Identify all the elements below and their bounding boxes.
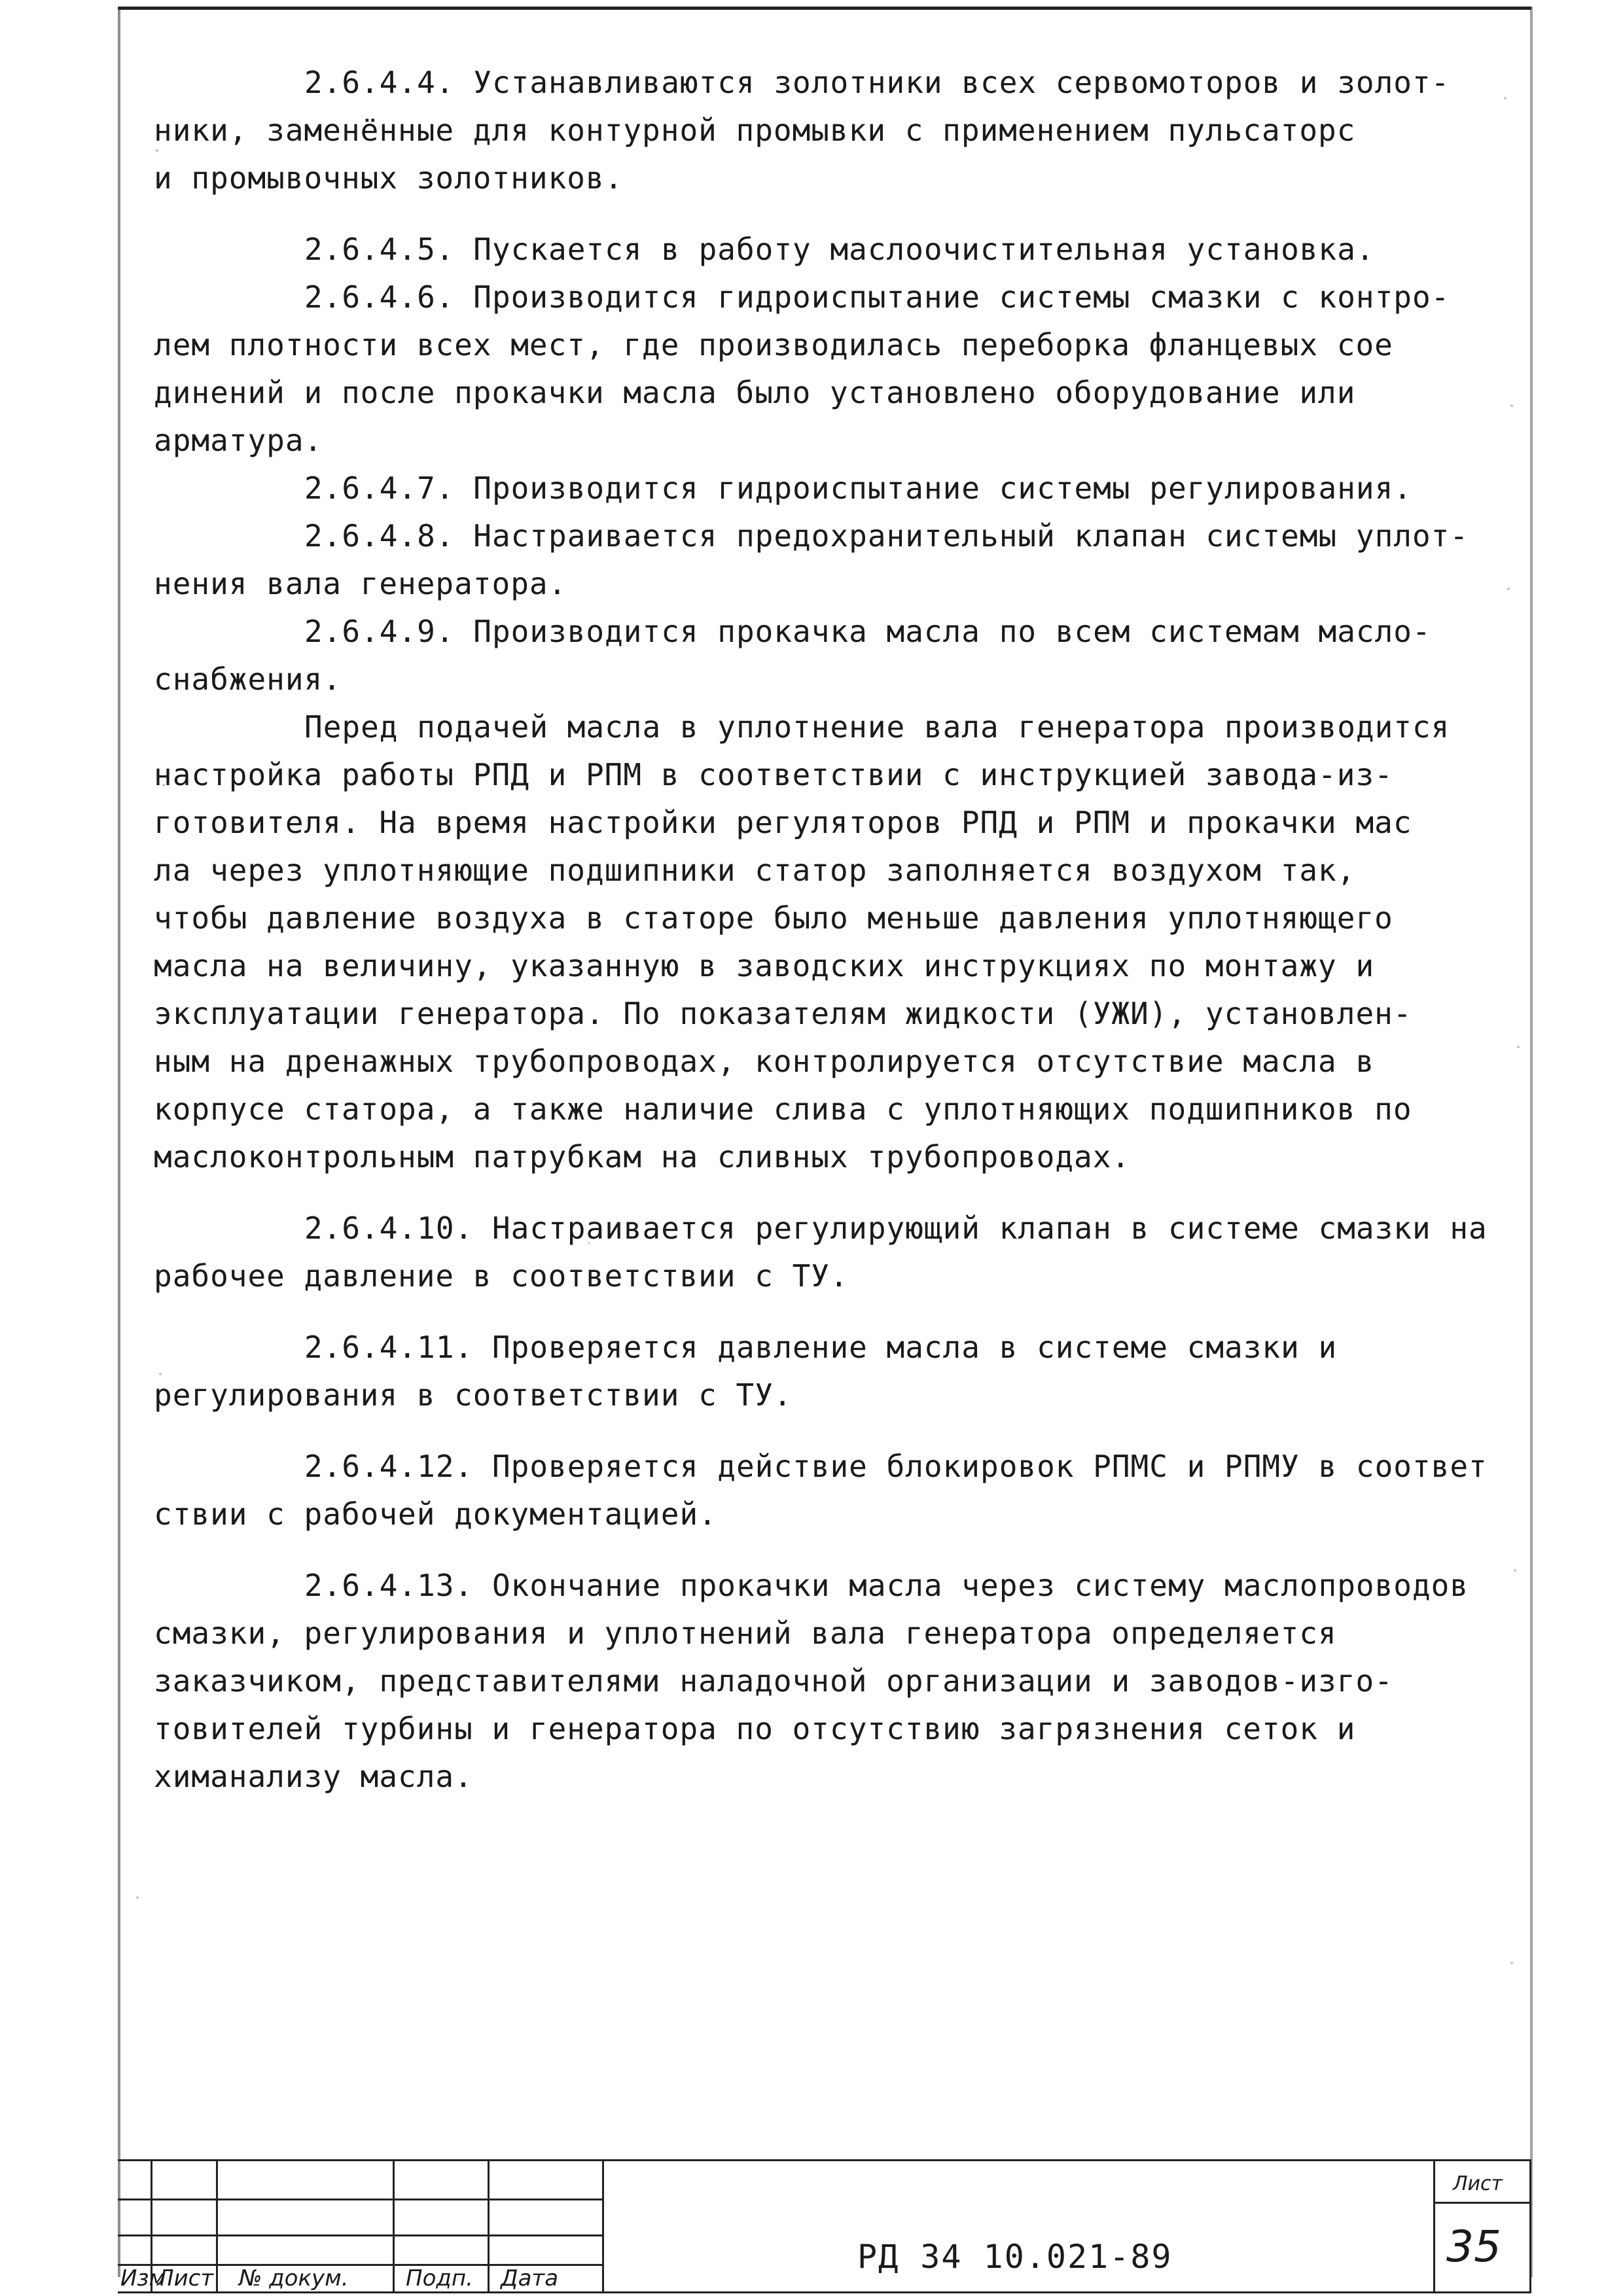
stamp-line [1433, 2202, 1531, 2204]
stamp-line [602, 2159, 604, 2293]
text-line: готовителя. На время настройки регуляторов РПД и РПМ и прокачки мас [154, 805, 1412, 840]
text-line: чтобы давление воздуха в статоре было меньше давления уплотняющего [154, 900, 1393, 936]
text-line: 2.6.4.9. Производится прокачка масла по всем системам масло- [304, 614, 1431, 649]
paragraph-2-6-4-6 [154, 274, 1518, 465]
text-line: нения вала генератора. [154, 566, 567, 601]
document-code: РД 34 10.021-89 [857, 2238, 1173, 2276]
text-line: 2.6.4.4. Устанавливаются золотники всех сервомоторов и золот- [304, 65, 1450, 100]
text-line: арматура. [154, 423, 323, 458]
text-line: заказчиком, представителями наладочной организации и заводов-изго- [154, 1663, 1393, 1699]
text-line: товителей турбины и генератора по отсутствию загрязнения сеток и [154, 1711, 1356, 1746]
text-line: 2.6.4.13. Окончание прокачки масла через систему маслопроводов [304, 1568, 1469, 1603]
frame-top-border [118, 7, 1531, 10]
paragraph-2-6-4-4 [154, 59, 1518, 202]
stamp-line [118, 2291, 1531, 2293]
paragraph-2-6-4-10 [154, 1205, 1518, 1300]
paragraph-2-6-4-12 [154, 1443, 1518, 1538]
stamp-line [216, 2159, 218, 2293]
title-block [118, 2159, 1531, 2293]
paragraph-2-6-4-5 [154, 226, 1518, 274]
document-body [154, 59, 1518, 1801]
paragraph-oil-seal-setup [154, 703, 1518, 1181]
paragraph-2-6-4-11 [154, 1324, 1518, 1419]
label-list: Лист [157, 2265, 214, 2291]
sheet-label: Лист [1453, 2172, 1503, 2195]
sheet-number: 35 [1446, 2221, 1501, 2272]
text-line: 2.6.4.6. Производится гидроиспытание системы смазки с контро- [304, 279, 1450, 315]
paragraph-2-6-4-7 [154, 465, 1518, 512]
stamp-line [1529, 2159, 1531, 2293]
label-izm: Изм [120, 2265, 166, 2291]
text-line: снабжения. [154, 662, 342, 697]
text-line: 2.6.4.10. Настраивается регулирующий клапан в системе смазки на [304, 1210, 1488, 1246]
text-line: ники, заменённые для контурной промывки с применением пульсаторс [154, 113, 1356, 148]
text-line: 2.6.4.7. Производится гидроиспытание системы регулирования. [304, 470, 1412, 506]
text-line: регулирования в соответствии с ТУ. [154, 1377, 793, 1413]
text-line: корпусе статора, а также наличие слива с уплотняющих подшипников по [154, 1091, 1412, 1127]
stamp-line [393, 2159, 395, 2293]
text-line: рабочее давление в соответствии с ТУ. [154, 1258, 849, 1294]
text-line: динений и после прокачки масла было установлено оборудование или [154, 375, 1356, 410]
text-line: настройка работы РПД и РПМ в соответствии с инструкцией завода-из- [154, 757, 1393, 792]
stamp-line [118, 2159, 1531, 2161]
text-line: лем плотности всех мест, где производилась переборка фланцевых сое [154, 327, 1393, 362]
label-date: Дата [501, 2265, 559, 2291]
paragraph-2-6-4-13 [154, 1562, 1518, 1801]
stamp-line [1433, 2159, 1435, 2293]
text-line: химанализу масла. [154, 1759, 473, 1794]
label-signature: Подп. [406, 2265, 473, 2291]
text-line: масла на величину, указанную в заводских инструкциях по монтажу и [154, 948, 1375, 983]
paragraph-2-6-4-9 [154, 608, 1518, 703]
text-line: 2.6.4.8. Настраивается предохранительный клапан системы уплот- [304, 518, 1469, 554]
text-line: маслоконтрольным патрубкам на сливных трубопроводах. [154, 1139, 1131, 1174]
text-line: 2.6.4.5. Пускается в работу маслоочистительная установка. [304, 232, 1375, 267]
stamp-line [118, 2234, 602, 2236]
text-line: ствии с рабочей документацией. [154, 1496, 717, 1532]
stamp-line [118, 2199, 602, 2200]
text-line: эксплуатации генератора. По показателям жидкости (УЖИ), установлен- [154, 996, 1412, 1031]
text-line: 2.6.4.11. Проверяется давление масла в системе смазки и [304, 1330, 1338, 1365]
text-line: 2.6.4.12. Проверяется действие блокировок РПМС и РПМУ в соответ [304, 1449, 1488, 1484]
text-line: ла через уплотняющие подшипники статор заполняется воздухом так, [154, 853, 1356, 888]
frame-right-border [1530, 7, 1533, 2277]
text-line: Перед подачей масла в уплотнение вала генератора производится [304, 709, 1450, 745]
label-doc-number: № докум. [239, 2265, 349, 2291]
paragraph-2-6-4-8 [154, 512, 1518, 608]
frame-left-border [118, 7, 120, 2277]
stamp-line [488, 2159, 490, 2293]
text-line: ным на дренажных трубопроводах, контролируется отсутствие масла в [154, 1044, 1375, 1079]
text-line: смазки, регулирования и уплотнений вала генератора определяется [154, 1616, 1337, 1651]
text-line: и промывочных золотников. [154, 160, 624, 196]
